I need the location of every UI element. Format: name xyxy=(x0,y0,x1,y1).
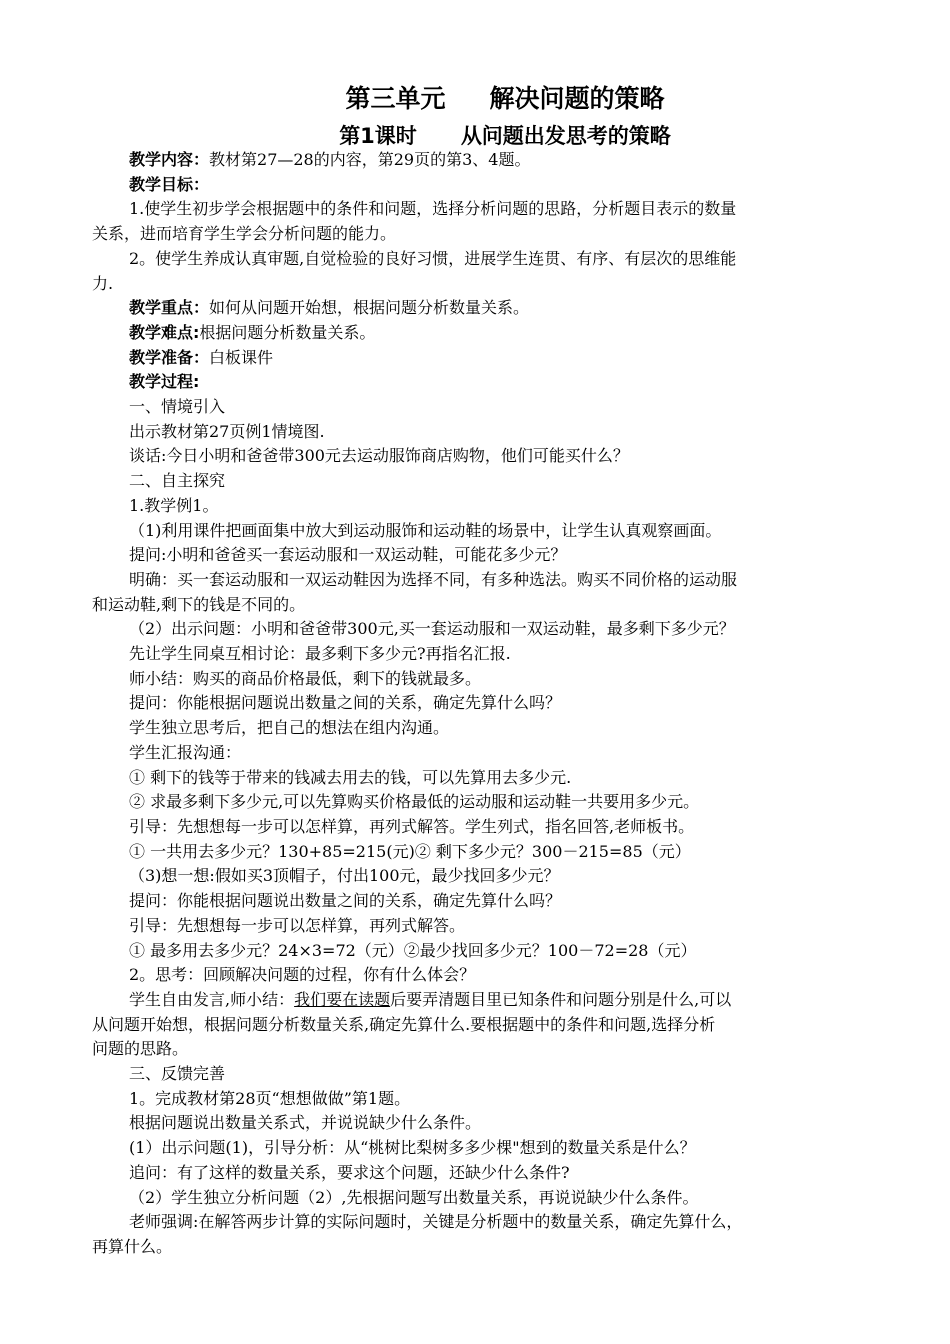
section-1-line: 谈话:今日小明和爸爸带300元去运动服饰商店购物，他们可能买什么？ xyxy=(129,446,629,466)
content-line: 教学内容：教材第27—28的内容，第29页的第3、4题。 xyxy=(129,150,531,169)
lesson-plan-body xyxy=(92,148,864,1260)
section-2-line: ① 剩下的钱等于带来的钱减去用去的钱，可以先算用去多少元. xyxy=(129,767,572,787)
section-2-line: 和运动鞋,剩下的钱是不同的。 xyxy=(92,594,306,614)
section-2-line: 提问:小明和爸爸买一套运动服和一双运动鞋，可能花多少元？ xyxy=(129,545,567,565)
unit-title xyxy=(0,82,950,116)
section-2-heading: 二、自主探究 xyxy=(129,471,226,491)
section-3-line: 再算什么。 xyxy=(92,1236,173,1256)
lesson-name: 从问题出发思考的策略 xyxy=(460,124,671,148)
section-2-line: 师小结：购买的商品价格最低，剩下的钱就最多。 xyxy=(129,668,482,688)
section-2-line: 提问：你能根据问题说出数量之间的关系，确定先算什么吗？ xyxy=(129,693,562,713)
section-1-heading: 一、情境引入 xyxy=(129,397,226,417)
section-2-summary-cont: 问题的思路。 xyxy=(92,1039,189,1059)
section-2-line: 提问：你能根据问题说出数量之间的关系，确定先算什么吗？ xyxy=(129,891,562,911)
section-3-heading: 三、反馈完善 xyxy=(129,1064,226,1084)
section-2-summary: 学生自由发言,师小结：我们要在读题后要弄清题目里已知条件和问题分别是什么,可以 xyxy=(129,989,732,1009)
preparation-line: 教学准备：白板课件 xyxy=(129,347,274,367)
section-2-line: 明确：买一套运动服和一双运动鞋因为选择不同，有多种选法。购买不同价格的运动服 xyxy=(129,569,738,589)
goal-2-cont: 力. xyxy=(92,273,114,293)
goal-1-cont: 关系，进而培育学生学会分析问题的能力。 xyxy=(92,224,397,244)
lesson-title xyxy=(0,121,950,151)
unit-name: 解决问题的策略 xyxy=(489,84,665,113)
key-point-line: 教学重点：如何从问题开始想，根据问题分析数量关系。 xyxy=(129,298,530,318)
section-2-line: （1)利用课件把画面集中放大到运动服饰和运动鞋的场景中，让学生认真观察画面。 xyxy=(129,520,722,540)
unit-number: 第三单元 xyxy=(345,84,446,113)
section-2-line: ① 一共用去多少元？130+85=215(元)② 剩下多少元？300－215=85（元） xyxy=(129,841,691,861)
lesson-number: 第1课时 xyxy=(339,124,417,148)
section-3-line: 老师强调:在解答两步计算的实际问题时，关键是分析题中的数量关系，确定先算什么， xyxy=(129,1212,743,1232)
section-2-line: 学生汇报沟通： xyxy=(129,742,242,762)
goal-1: 1.使学生初步学会根据题中的条件和问题，选择分析问题的思路，分析题目表示的数量 xyxy=(129,199,737,219)
section-2-line: 引导：先想想每一步可以怎样算，再列式解答。 xyxy=(129,915,466,935)
section-3-line: 追问：有了这样的数量关系，要求这个问题，还缺少什么条件? xyxy=(129,1162,570,1182)
section-2-line: 引导：先想想每一步可以怎样算，再列式解答。学生列式，指名回答,老师板书。 xyxy=(129,816,695,836)
section-3-line: 根据问题说出数量关系式，并说说缺少什么条件。 xyxy=(129,1113,482,1133)
section-3-line: （2）学生独立分析问题（2）,先根据问题写出数量关系，再说说缺少什么条件。 xyxy=(129,1187,699,1207)
process-heading: 教学过程: xyxy=(129,372,200,392)
section-2-line: （3)想一想:假如买3顶帽子，付出100元，最少找回多少元？ xyxy=(129,866,560,886)
section-3-line: 1。完成教材第28页“想想做做”第1题。 xyxy=(129,1088,411,1108)
section-2-line: 先让学生同桌互相讨论：最多剩下多少元?再指名汇报. xyxy=(129,644,511,664)
section-2-line: 1.教学例1。 xyxy=(129,495,219,515)
section-2-line: ① 最多用去多少元？24×3=72（元）②最少找回多少元？100－72=28（元） xyxy=(129,940,697,960)
goal-2: 2。使学生养成认真审题,自觉检验的良好习惯，进展学生连贯、有序、有层次的思维能 xyxy=(129,248,737,268)
goals-heading: 教学目标： xyxy=(129,174,210,194)
section-2-summary-cont: 从问题开始想，根据问题分析数量关系,确定先算什么.要根据题中的条件和问题,选择分析 xyxy=(92,1014,716,1034)
section-2-line: ② 求最多剩下多少元,可以先算购买价格最低的运动服和运动鞋一共要用多少元。 xyxy=(129,792,700,812)
section-1-line: 出示教材第27页例1情境图. xyxy=(129,421,325,441)
section-2-line: 2。思考：回顾解决问题的过程，你有什么体会？ xyxy=(129,965,476,985)
section-3-line: (1）出示问题(1)，引导分析：从“桃树比梨树多多少棵"想到的数量关系是什么？ xyxy=(129,1138,696,1158)
section-2-line: （2）出示问题：小明和爸爸带300元,买一套运动服和一双运动鞋，最多剩下多少元？ xyxy=(129,619,735,639)
section-2-line: 学生独立思考后，把自己的想法在组内沟通。 xyxy=(129,718,450,738)
difficult-point-line: 教学难点:根据问题分析数量关系。 xyxy=(129,322,376,342)
